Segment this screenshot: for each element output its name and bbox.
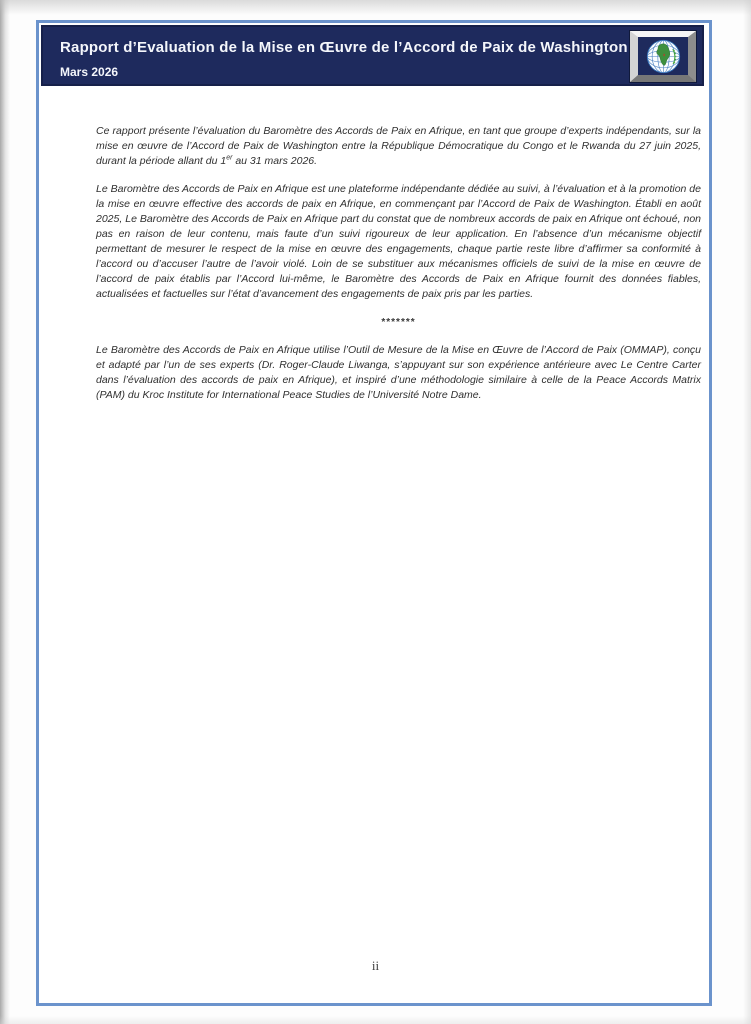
- scan-edge-right: [743, 0, 751, 1024]
- africa-globe-icon: [646, 39, 681, 74]
- separator-stars: *******: [381, 317, 416, 328]
- report-date: Mars 2026: [60, 65, 119, 79]
- ordinal-superscript: er: [226, 154, 233, 162]
- report-title: Rapport d’Evaluation de la Mise en Œuvre de l’Accord de Paix de Washington: [60, 39, 628, 56]
- scan-edge-top: [0, 0, 751, 15]
- scan-edge-bottom: [0, 1016, 751, 1024]
- page-number: ii: [371, 958, 380, 973]
- paragraph-2: Le Baromètre des Accords de Paix en Afrique est une plateforme indépendante dédiée au suivi, à l’évaluation et à la promotion de la mise en œuvre effective des accords de paix en Afrique, en commençant par l’Accord de Paix de Washington. Établi en août 2025, Le Baromètre des Accords de Paix en Afrique part du constat que de nombreux accords de paix en Afrique ont échoué, non pas en raison de leur contenu, mais faute d’un suivi rigoureux de leur application. En l’absence d’un mécanisme objectif permettant de mesurer le respect de la mise en œuvre des engagements, chaque partie reste libre d’affirmer sa conformité à l’accord ou d’accuser l’autre de l’avoir violé. Loin de se substituer aux mécanismes officiels de suivi de la mise en œuvre de l’accord de paix établis par l’Accord lui-même, le Baromètre des Accords de Paix en Afrique fournit des données fiables, actualisées et factuelles sur l’état d’avancement des engagements de paix pris par les parties.: [96, 183, 701, 300]
- paragraph-1-text: Ce rapport présente l’évaluation du Baromètre des Accords de Paix en Afrique, en tant que groupe d’experts indépendants, sur la mise en œuvre de l’Accord de Paix de Washington entre la République Démocratique du Congo et le Rwanda du 27 juin 2025, durant la période allant du 1: [96, 125, 701, 167]
- paragraph-3: Le Baromètre des Accords de Paix en Afrique utilise l’Outil de Mesure de la Mise en Œuvre de l’Accord de Paix (OMMAP), conçu et adapté par l’un de ses experts (Dr. Roger-Claude Liwanga, s’appuyant sur son expérience antérieure avec Le Centre Carter dans l’évaluation des accords de paix en Afrique), et inspiré d’une méthodologie similaire à celle de la Peace Accords Matrix (PAM) du Kroc Institute for International Peace Studies de l’Université Notre Dame.: [96, 344, 701, 401]
- logo-bevel: [630, 31, 696, 82]
- header-banner: [41, 25, 704, 86]
- page-frame: [36, 20, 712, 1006]
- report-body: [96, 124, 701, 416]
- scan-edge-left: [0, 0, 10, 1024]
- africa-globe-logo: [629, 30, 697, 83]
- paragraph-1-text-end: au 31 mars 2026.: [232, 155, 318, 167]
- paragraph-1: [96, 124, 701, 169]
